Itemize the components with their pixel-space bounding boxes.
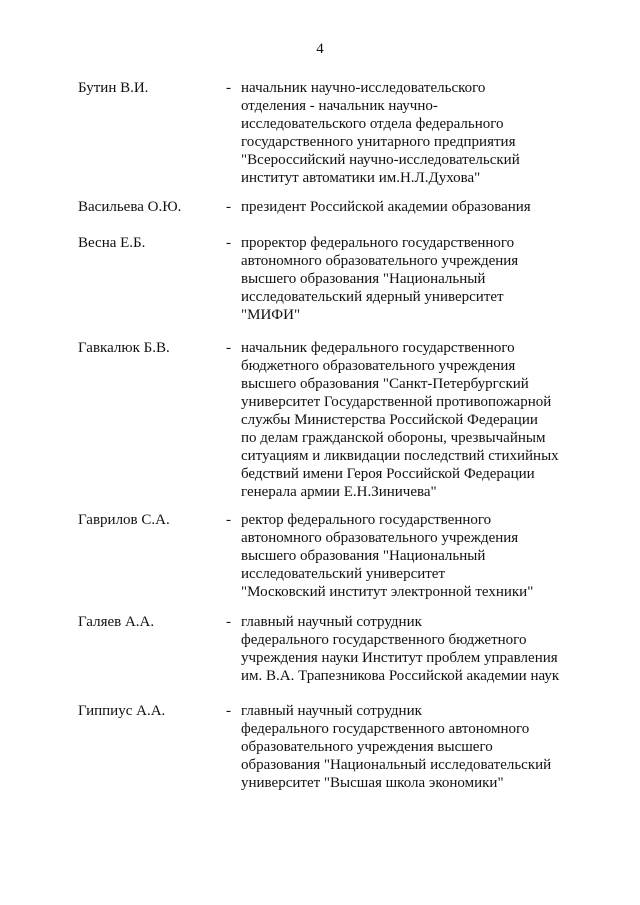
description-line: им. В.А. Трапезникова Российской академии наук	[241, 668, 560, 684]
description-line: "Московский институт электронной техники"	[241, 584, 534, 600]
description-line: университет "Высшая школа экономики"	[241, 775, 504, 791]
entry-dash: -	[226, 614, 231, 630]
description-line: бюджетного образовательного учреждения	[241, 358, 516, 374]
description-line: исследовательский университет	[241, 566, 446, 582]
description-line: образования "Национальный исследовательский	[241, 757, 552, 773]
description-line: "Всероссийский научно-исследовательский	[241, 152, 520, 168]
description-line: службы Министерства Российской Федерации	[241, 412, 538, 428]
entry-dash: -	[226, 199, 231, 215]
description-line: проректор федерального государственного	[241, 235, 515, 251]
description-line: исследовательского отдела федерального	[241, 116, 504, 132]
entry-name: Гавкалюк Б.В.	[78, 340, 170, 356]
entry-description	[241, 613, 581, 685]
entry-dash: -	[226, 80, 231, 96]
entry-description	[241, 702, 581, 792]
entry-dash: -	[226, 703, 231, 719]
entry-dash: -	[226, 512, 231, 528]
description-line: начальник научно-исследовательского	[241, 80, 486, 96]
description-line: ситуациям и ликвидации последствий стихийных	[241, 448, 559, 464]
entry-name: Васильева О.Ю.	[78, 199, 182, 215]
description-line: высшего образования "Национальный	[241, 271, 486, 287]
description-line: учреждения науки Институт проблем управления	[241, 650, 558, 666]
description-line: по делам гражданской обороны, чрезвычайным	[241, 430, 546, 446]
description-line: федерального государственного автономного	[241, 721, 530, 737]
description-line: высшего образования "Национальный	[241, 548, 486, 564]
entry-dash: -	[226, 235, 231, 251]
description-line: государственного унитарного предприятия	[241, 134, 516, 150]
description-line: начальник федерального государственного	[241, 340, 515, 356]
description-line: отделения - начальник научно-	[241, 98, 438, 114]
entry-description	[241, 79, 581, 187]
entry-dash: -	[226, 340, 231, 356]
description-line: автономного образовательного учреждения	[241, 253, 519, 269]
description-line: главный научный сотрудник	[241, 614, 422, 630]
entry-name: Гаврилов С.А.	[78, 512, 170, 528]
entry-description	[241, 234, 581, 324]
description-line: ректор федерального государственного	[241, 512, 492, 528]
description-line: исследовательский ядерный университет	[241, 289, 504, 305]
entry-name: Бутин В.И.	[78, 80, 149, 96]
description-line: генерала армии Е.Н.Зиничева"	[241, 484, 437, 500]
description-line: институт автоматики им.Н.Л.Духова"	[241, 170, 481, 186]
description-line: "МИФИ"	[241, 307, 301, 323]
entry-name: Весна Е.Б.	[78, 235, 146, 251]
description-line: президент Российской академии образования	[241, 199, 531, 215]
description-line: университет Государственной противопожарной	[241, 394, 552, 410]
entry-description	[241, 339, 581, 501]
description-line: федерального государственного бюджетного	[241, 632, 527, 648]
description-line: автономного образовательного учреждения	[241, 530, 519, 546]
page-number: 4	[316, 41, 324, 57]
description-line: высшего образования "Санкт-Петербургский	[241, 376, 529, 392]
entry-name: Галяев А.А.	[78, 614, 155, 630]
entry-name: Гиппиус А.А.	[78, 703, 166, 719]
entry-description	[241, 198, 581, 216]
description-line: бедствий имени Героя Российской Федерации	[241, 466, 535, 482]
description-line: главный научный сотрудник	[241, 703, 422, 719]
description-line: образовательного учреждения высшего	[241, 739, 493, 755]
entry-description	[241, 511, 581, 601]
